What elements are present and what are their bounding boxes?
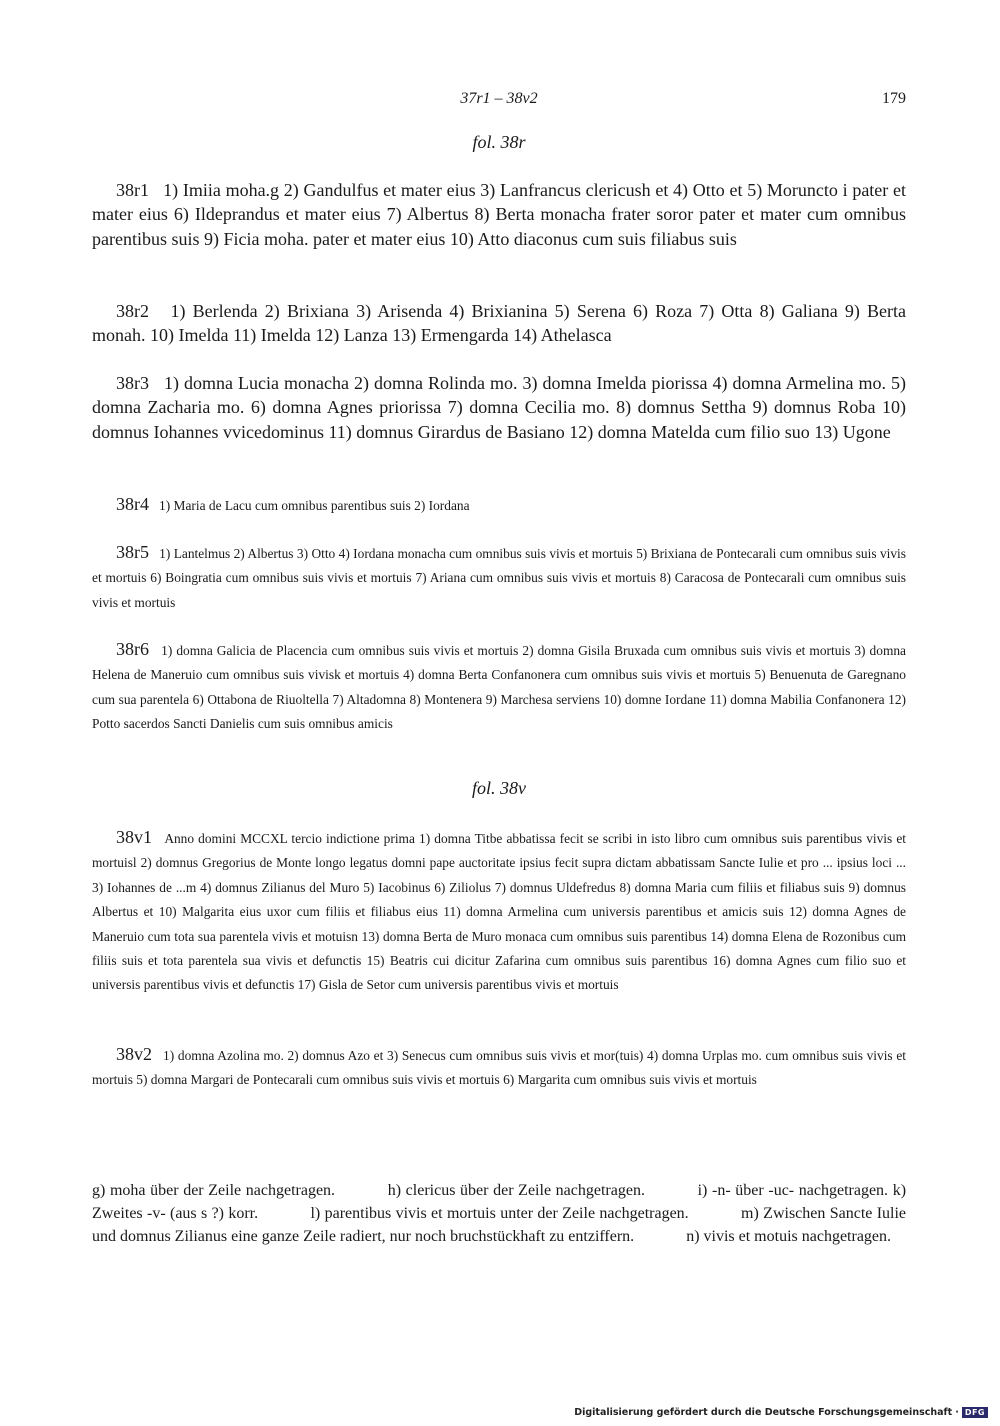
- entry-38r2: [92, 299, 906, 348]
- entry-38r1: [92, 178, 906, 251]
- footnote-g: g) moha über der Zeile nachgetragen.: [92, 1182, 336, 1199]
- entry-text: 1) Lantelmus 2) Albertus 3) Otto 4) Iordana monacha cum omnibus suis vivis et mortuis 5) Brixiana de Pontecarali cum omnibus suis vivis et mortuis 6) Boingratia cum omnibus suis vivis et mortuis 7) Ariana cum omnibus suis vivis et mortuis 8) Caracosa de Pontecarali cum omnibus suis vivis et mortuis: [92, 546, 906, 610]
- entry-siglum: 38r2: [116, 301, 149, 321]
- entry-text: 1) Imiia moha.g 2) Gandulfus et mater eius 3) Lanfrancus clericush et 4) Otto et 5) Moruncto i pater et mater eius 6) Ildeprandus et mater eius 7) Albertus 8) Berta monacha frater soror pater et mater cum omnibus parentibus suis 9) Ficia moha. pater et mater eius 10) Atto diaconus cum suis filiabus suis: [92, 180, 907, 249]
- folio-heading-38r: fol. 38r: [472, 132, 526, 152]
- folio-heading-38v: fol. 38v: [472, 778, 526, 798]
- digitization-credit: Digitalisierung gefördert durch die Deutsche Forschungsgemeinschaft · DFG: [574, 1407, 988, 1418]
- entry-38r6: [92, 637, 906, 737]
- footnote-i: i) -n- über -uc- nachgetragen.: [697, 1182, 889, 1199]
- footnote-h: h) clericus über der Zeile nachgetragen.: [387, 1182, 645, 1199]
- running-head: 37r1 – 38v2: [460, 90, 538, 107]
- footnote-k: k) Zweites -v- (aus s ?) korr.: [92, 1182, 907, 1222]
- entry-38r4: [92, 492, 906, 518]
- entry-siglum: 38v2: [116, 1044, 152, 1064]
- entry-text: 1) Maria de Lacu cum omnibus parentibus suis 2) Iordana: [159, 498, 470, 513]
- entry-38r5: [92, 540, 906, 615]
- footnote-n: n) vivis et motuis nachgetragen.: [686, 1227, 892, 1245]
- footnotes: [92, 1180, 906, 1248]
- entry-siglum: 38r1: [116, 180, 149, 200]
- entry-text: 1) domna Galicia de Placencia cum omnibus suis vivis et mortuis 2) domna Gisila Bruxada cum omnibus suis vivis et mortuis 3) domna Helena de Maneruio cum omnibus suis vivisk et mortuis 4) domna Berta Confanonera cum omnibus suis vivis et mortuis 5) Benuenuta de Garegnano cum sua parentela 6) Ottabona de Riuoltella 7) Altadomna 8) Montenera 9) Marchesa serviens 10) domne Iordane 11) domna Mabilia Confanonera 12) Potto sacerdos Sancti Danielis cum suis omnibus amicis: [92, 643, 907, 732]
- dfg-logo: DFG: [962, 1407, 988, 1418]
- footnote-l: l) parentibus vivis et mortuis unter der Zeile nachgetragen.: [310, 1204, 689, 1222]
- entry-siglum: 38r5: [116, 542, 149, 562]
- entry-38v1: [92, 825, 906, 998]
- entry-text: Anno domini MCCXL tercio indictione prima 1) domna Titbe abbatissa fecit se scribi in isto libro cum omnibus suis parentibus vivis et mortuisl 2) domnus Gregorius de Monte longo legatus domni pape auctoritate ipsius fecit supra dictam abbatissam Sancte Iulie et pro ... ipsius loci ... 3) Iohannes de ...m 4) domnus Zilianus del Muro 5) Iacobinus 6) Ziliolus 7) domnus Uldefredus 8) domna Maria cum filiis et filiabus suis 9) domnus Albertus et 10) Malgarita eius uxor cum filiis et filiabus eius 11) domna Armelina cum universis parentibus et amicis suis 12) domna Agnes de Maneruio cum tota sua parentela vivis et motuisn 13) domna Berta de Muro monaca cum omnibus suis parentibus 14) domna Elena de Rozonibus cum filiis suis et tota parentela sua vivis et defunctis 15) Beatris cui dicitur Zafarina cum omnibus suis parentibus 16) domna Agnes cum filio suo et universis parentibus vivis et defunctis 17) Gisla de Setor cum universis parentibus vivis et mortuis: [92, 831, 906, 993]
- entry-siglum: 38r6: [116, 639, 149, 659]
- entry-38r3: [92, 371, 906, 444]
- entry-siglum: 38v1: [116, 827, 152, 847]
- entry-text: 1) Berlenda 2) Brixiana 3) Arisenda 4) Brixianina 5) Serena 6) Roza 7) Otta 8) Galiana 9) Berta monah. 10) Imelda 11) Imelda 12) Lanza 13) Ermengarda 14) Athelasca: [92, 301, 907, 346]
- entry-text: 1) domna Azolina mo. 2) domnus Azo et 3) Senecus cum omnibus suis vivis et mor(tuis) 4) domna Urplas mo. cum omnibus suis vivis et mortuis 5) domna Margari de Pontecarali cum omnibus suis vivis et mortuis 6) Margarita cum omnibus suis vivis et mortuis: [92, 1048, 906, 1088]
- page-number: 179: [882, 90, 906, 107]
- footnote-m: m) Zwischen Sancte Iulie und domnus Zilianus eine ganze Zeile radiert, nur noch bruchstückhaft zu entziffern.: [92, 1204, 907, 1245]
- digitization-credit-text: Digitalisierung gefördert durch die Deutsche Forschungsgemeinschaft: [574, 1407, 953, 1418]
- page-header: [92, 90, 906, 114]
- entry-38v2: [92, 1042, 906, 1093]
- entry-siglum: 38r3: [116, 373, 149, 393]
- entry-siglum: 38r4: [116, 494, 149, 514]
- entry-text: 1) domna Lucia monacha 2) domna Rolinda mo. 3) domna Imelda piorissa 4) domna Armelina mo. 5) domna Zacharia mo. 6) domna Agnes priorissa 7) domna Cecilia mo. 8) domnus Settha 9) domnus Roba 10) domnus Iohannes vvicedominus 11) domnus Girardus de Basiano 12) domna Matelda cum filio suo 13) Ugone: [92, 373, 907, 442]
